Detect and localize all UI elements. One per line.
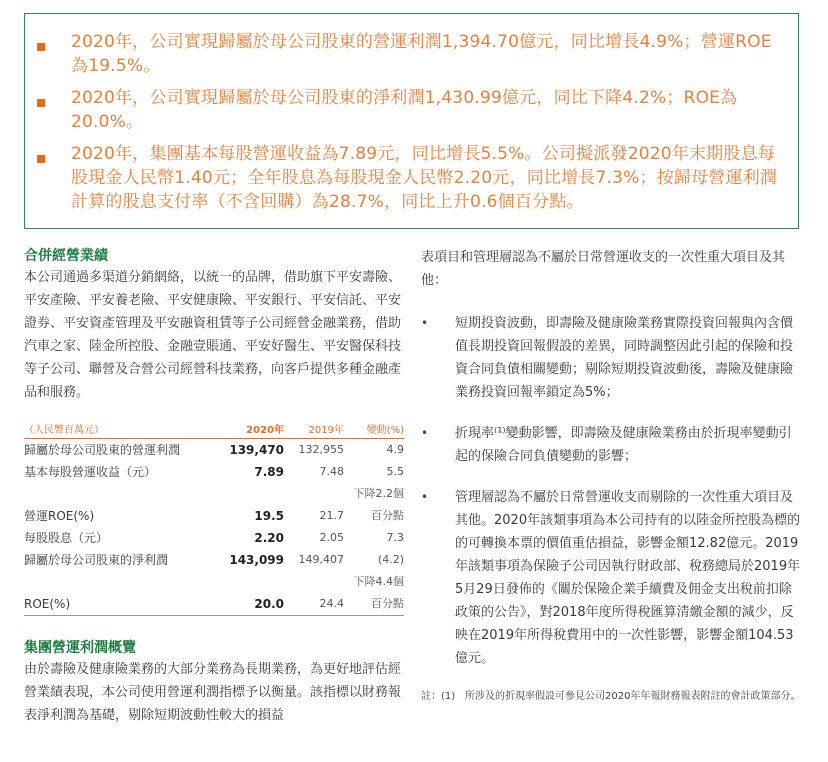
row-label: 歸屬於母公司股東的營運利潤 [24,443,181,457]
square-bullet-icon [37,99,45,107]
section-title: 集團營運利潤概覽 [24,640,136,656]
row-2020: 7.89 [254,465,284,479]
highlight-text: 2020年，公司實現歸屬於母公司股東的營運利潤1,394.70億元，同比增長4.9%；營運ROE為19.5%。 [71,32,772,76]
header-unit: （人民幣百萬元） [24,424,104,436]
table-row [24,549,404,571]
right-column [421,246,801,706]
table-header [24,418,404,439]
row-2019: 2.05 [319,531,344,544]
row-2020: 20.0 [254,597,284,611]
highlight-text: 2020年，公司實現歸屬於母公司股東的淨利潤1,430.99億元，同比下降4.2%；ROE為20.0%。 [71,88,738,132]
list-item [421,486,801,670]
section-paragraph: 由於壽險及健康險業務的大部分業務為長期業務，為更好地評估經營業績表現，本公司使用營運利潤指標予以衡量。該指標以財務報表淨利潤為基礎，剔除短期波動性較大的損益 [24,662,402,723]
row-2020: 2.20 [254,531,284,545]
left-column [24,246,404,727]
row-label: 每股股息（元） [24,531,109,545]
row-change: 5.5 [386,465,404,478]
results-table [24,418,404,616]
highlight-item [37,30,780,78]
row-2019: 132,955 [298,443,344,456]
bullet-icon: • [421,316,429,330]
footnote-text: 所涉及的折現率假設可參見公司2020年年報財務報表附註的會計政策部分。 [465,691,801,702]
table-row [24,571,404,616]
header-2019: 2019年 [308,424,344,436]
intro-paragraph: 表項目和管理層認為不屬於日常營運收支的一次性重大項目及其他： [421,250,786,288]
section-title: 合併經營業績 [24,248,108,264]
list-item-text: 短期投資波動，即壽險及健康險業務實際投資回報與內含價值長期投資回報假設的差異，同時調整因此引起的保險和投資合同負債相關變動；剔除短期投資波動後，壽險及健康險業務投資回報率鎖定為5%； [455,316,794,400]
list-item-text: 折現率⁽¹⁾變動影響，即壽險及健康險業務由於折現率變動引起的保險合同負債變動的影響； [455,426,792,464]
row-change: (4.2) [377,553,404,566]
row-change [344,483,404,527]
header-change: 變動(%) [366,424,404,436]
footnote-label: 註：(1) [421,691,456,702]
row-2019: 24.4 [319,597,344,610]
row-label: 基本每股營運收益（元） [24,465,157,479]
list-item [421,312,801,404]
square-bullet-icon [37,43,45,51]
section-paragraph: 本公司通過多渠道分銷網絡，以統一的品牌，借助旗下平安壽險、平安產險、平安養老險、平安健康險、平安銀行、平安信託、平安證券、平安資產管理及平安融資租賃等子公司經營金融業務，借助汽車之家、陸金所控股、金融壹賬通、平安好醫生、平安醫保科技等子公司、聯營及合營公司經營科技業務，向客戶提供多種金融產品和服務。 [24,270,402,400]
list-item [421,422,801,468]
row-label: ROE(%) [24,597,71,611]
row-change-line: 下降2.2個 [353,487,404,500]
table-row [24,527,404,549]
row-2020: 19.5 [254,509,284,523]
table-row [24,483,404,527]
square-bullet-icon [37,155,45,163]
row-label: 營運ROE(%) [24,509,95,523]
row-change-line: 百分點 [371,509,404,522]
row-2019: 149,407 [298,553,344,566]
row-change: 7.3 [386,531,404,544]
highlight-item [37,142,780,214]
row-2020: 143,099 [229,553,284,567]
bullet-icon: • [421,490,429,504]
bullet-icon: • [421,426,429,440]
highlight-text: 2020年，集團基本每股營運收益為7.89元，同比增長5.5%。公司擬派發2020年末期股息每股現金人民幣1.40元；全年股息為每股現金人民幣2.20元，同比增長7.3%；按歸母營運利潤計算的股息支付率（不含回購）為28.7%，同比上升0.6個百分點。 [71,144,778,212]
highlight-item [37,86,780,134]
list-item-text: 管理層認為不屬於日常營運收支而剔除的一次性重大項目及其他。2020年該類事項為本公司持有的以陸金所控股為標的的可轉換本票的價值重估損益，影響金額12.82億元。2019年該類事項為保險子公司因執行財政部、稅務總局於2019年5月29日發佈的《關於保險企業手續費及佣金支出稅前扣除政策的公告》，對2018年度所得稅匯算清繳金額的減少，反映在2019年所得稅費用中的一次性影響，影響金額104.53億元。 [455,490,801,666]
table-row [24,461,404,483]
header-2020: 2020年 [246,424,284,436]
footnote [421,688,801,706]
row-change-line: 百分點 [371,597,404,610]
row-2019: 21.7 [319,509,344,522]
row-label: 歸屬於母公司股東的淨利潤 [24,553,169,567]
row-2020: 139,470 [229,443,284,457]
row-change-line: 下降4.4個 [353,575,404,588]
row-change [344,571,404,615]
row-2019: 7.48 [319,465,344,478]
table-row [24,439,404,461]
highlights-box [24,13,799,229]
row-change: 4.9 [386,443,404,456]
